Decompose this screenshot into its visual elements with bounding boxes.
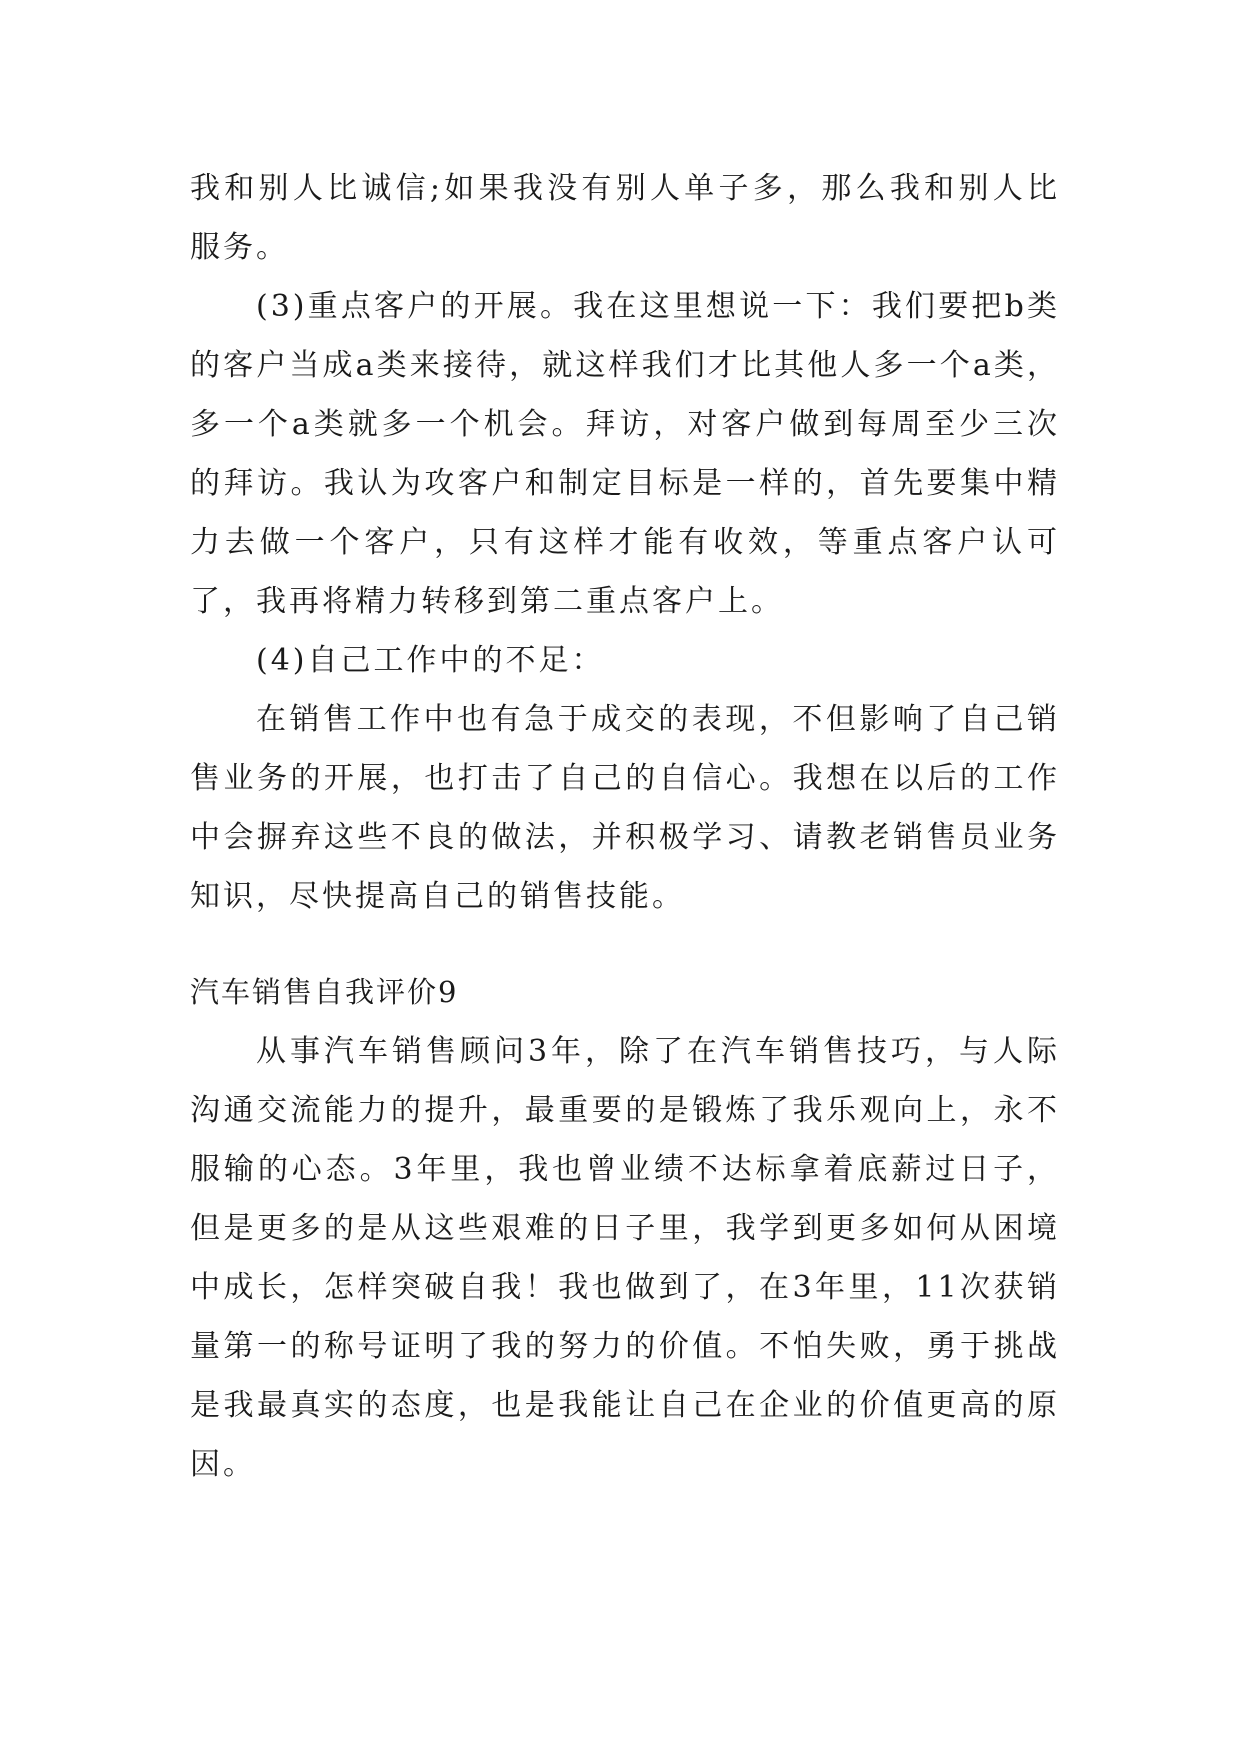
paragraph-self-evaluation: 从事汽车销售顾问3年，除了在汽车销售技巧，与人际沟通交流能力的提升，最重要的是锻炼了我乐观向上，永不服输的心态。3年里，我也曾业绩不达标拿着底薪过日子，但是更多的是从这些艰难的日子里，我学到更多如何从困境中成长，怎样突破自我！我也做到了，在3年里，11次获销量第一的称号证明了我的努力的价值。不怕失败，勇于挑战是我最真实的态度，也是我能让自己在企业的价值更高的原因。 bbox=[190, 1034, 1060, 1482]
paragraph-shortcomings-heading: (4)自己工作中的不足： bbox=[256, 643, 605, 678]
paragraph-shortcomings: 在销售工作中也有急于成交的表现，不但影响了自己销售业务的开展，也打击了自己的自信心。我想在以后的工作中会摒弃这些不良的做法，并积极学习、请教老销售员业务知识，尽快提高自己的销售技能。 bbox=[190, 702, 1060, 914]
document-body-bottom bbox=[190, 963, 1060, 1494]
paragraph-key-clients: (3)重点客户的开展。我在这里想说一下：我们要把b类的客户当成a类来接待，就这样我们才比其他人多一个a类，多一个a类就多一个机会。拜访，对客户做到每周至少三次的拜访。我认为攻客户和制定目标是一样的，首先要集中精力去做一个客户，只有这样才能有收效，等重点客户认可了，我再将精力转移到第二重点客户上。 bbox=[190, 289, 1060, 619]
document-body-top bbox=[190, 159, 1060, 926]
paragraph-continuation: 我和别人比诚信;如果我没有别人单子多，那么我和别人比服务。 bbox=[190, 171, 1060, 265]
section-heading: 汽车销售自我评价9 bbox=[190, 975, 459, 1009]
